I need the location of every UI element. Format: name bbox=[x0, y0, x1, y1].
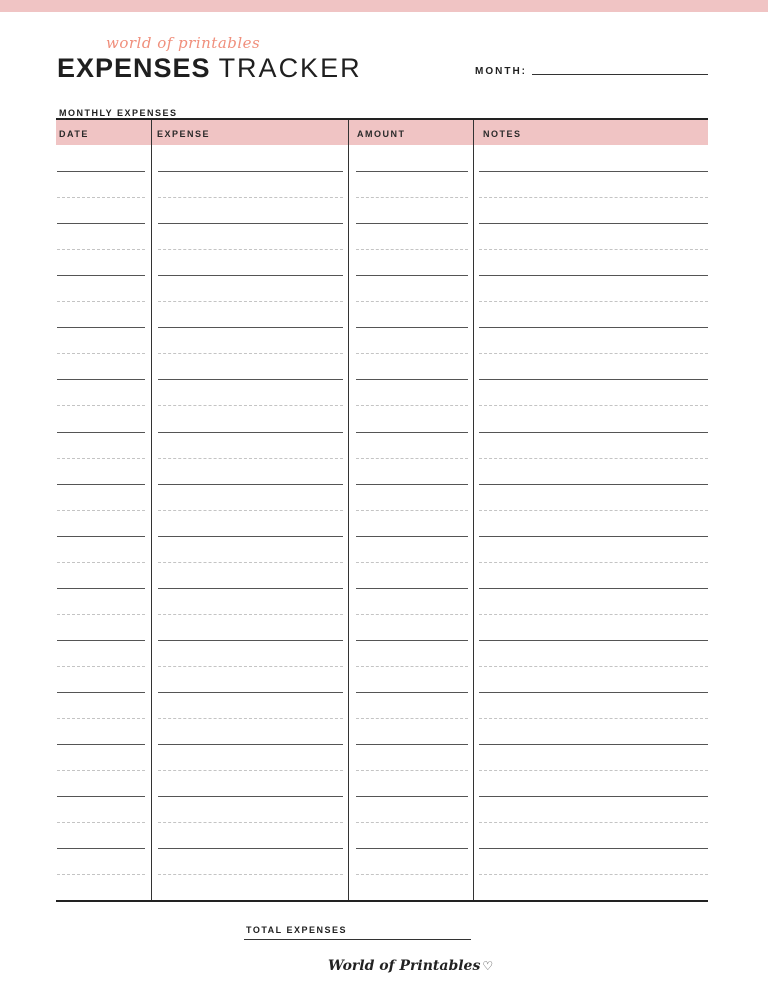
expense-cell-line[interactable] bbox=[158, 432, 343, 433]
total-expenses-field[interactable] bbox=[244, 939, 471, 940]
expense-cell-line[interactable] bbox=[158, 275, 343, 276]
expense-cell-line[interactable] bbox=[158, 353, 343, 354]
column-header-amount: AMOUNT bbox=[357, 129, 406, 139]
notes-cell-line[interactable] bbox=[479, 822, 708, 823]
expense-cell-line[interactable] bbox=[158, 249, 343, 250]
notes-cell-line[interactable] bbox=[479, 666, 708, 667]
date-cell-line[interactable] bbox=[57, 770, 145, 771]
notes-cell-line[interactable] bbox=[479, 770, 708, 771]
expense-cell-line[interactable] bbox=[158, 510, 343, 511]
amount-cell-line[interactable] bbox=[356, 692, 468, 693]
date-cell-line[interactable] bbox=[57, 510, 145, 511]
expense-cell-line[interactable] bbox=[158, 327, 343, 328]
expense-cell-line[interactable] bbox=[158, 614, 343, 615]
date-cell-line[interactable] bbox=[57, 327, 145, 328]
amount-cell-line[interactable] bbox=[356, 640, 468, 641]
expense-cell-line[interactable] bbox=[158, 484, 343, 485]
notes-cell-line[interactable] bbox=[479, 223, 708, 224]
notes-cell-line[interactable] bbox=[479, 874, 708, 875]
date-cell-line[interactable] bbox=[57, 197, 145, 198]
column-header-notes: NOTES bbox=[483, 129, 522, 139]
notes-cell-line[interactable] bbox=[479, 744, 708, 745]
date-cell-line[interactable] bbox=[57, 223, 145, 224]
notes-cell-line[interactable] bbox=[479, 588, 708, 589]
brand-script: world of printables bbox=[106, 34, 261, 52]
expense-cell-line[interactable] bbox=[158, 770, 343, 771]
amount-cell-line[interactable] bbox=[356, 379, 468, 380]
date-cell-line[interactable] bbox=[57, 405, 145, 406]
expense-cell-line[interactable] bbox=[158, 874, 343, 875]
date-cell-line[interactable] bbox=[57, 640, 145, 641]
date-cell-line[interactable] bbox=[57, 796, 145, 797]
expense-cell-line[interactable] bbox=[158, 822, 343, 823]
expense-cell-line[interactable] bbox=[158, 301, 343, 302]
amount-cell-line[interactable] bbox=[356, 327, 468, 328]
expense-cell-line[interactable] bbox=[158, 796, 343, 797]
date-cell-line[interactable] bbox=[57, 458, 145, 459]
notes-cell-line[interactable] bbox=[479, 405, 708, 406]
date-cell-line[interactable] bbox=[57, 744, 145, 745]
date-cell-line[interactable] bbox=[57, 484, 145, 485]
notes-cell-line[interactable] bbox=[479, 484, 708, 485]
notes-cell-line[interactable] bbox=[479, 327, 708, 328]
month-field[interactable] bbox=[532, 74, 708, 75]
date-cell-line[interactable] bbox=[57, 874, 145, 875]
amount-cell-line[interactable] bbox=[356, 536, 468, 537]
notes-cell-line[interactable] bbox=[479, 562, 708, 563]
date-cell-line[interactable] bbox=[57, 353, 145, 354]
expense-cell-line[interactable] bbox=[158, 588, 343, 589]
amount-cell-line[interactable] bbox=[356, 197, 468, 198]
expense-cell-line[interactable] bbox=[158, 718, 343, 719]
expense-cell-line[interactable] bbox=[158, 536, 343, 537]
notes-cell-line[interactable] bbox=[479, 536, 708, 537]
column-header-date: DATE bbox=[59, 129, 89, 139]
date-cell-line[interactable] bbox=[57, 249, 145, 250]
amount-cell-line[interactable] bbox=[356, 770, 468, 771]
expense-cell-line[interactable] bbox=[158, 171, 343, 172]
amount-cell-line[interactable] bbox=[356, 301, 468, 302]
amount-cell-line[interactable] bbox=[356, 588, 468, 589]
date-cell-line[interactable] bbox=[57, 718, 145, 719]
amount-cell-line[interactable] bbox=[356, 405, 468, 406]
date-cell-line[interactable] bbox=[57, 692, 145, 693]
footer-logo bbox=[328, 958, 493, 974]
amount-cell-line[interactable] bbox=[356, 249, 468, 250]
column-header-expense: EXPENSE bbox=[157, 129, 211, 139]
notes-cell-line[interactable] bbox=[479, 379, 708, 380]
notes-cell-line[interactable] bbox=[479, 275, 708, 276]
expense-cell-line[interactable] bbox=[158, 640, 343, 641]
date-cell-line[interactable] bbox=[57, 536, 145, 537]
column-divider bbox=[151, 120, 152, 900]
amount-cell-line[interactable] bbox=[356, 718, 468, 719]
title-light: TRACKER bbox=[218, 53, 362, 83]
expense-cell-line[interactable] bbox=[158, 692, 343, 693]
amount-cell-line[interactable] bbox=[356, 275, 468, 276]
month-label: MONTH: bbox=[475, 66, 527, 77]
amount-cell-line[interactable] bbox=[356, 796, 468, 797]
date-cell-line[interactable] bbox=[57, 171, 145, 172]
expense-cell-line[interactable] bbox=[158, 562, 343, 563]
date-cell-line[interactable] bbox=[57, 666, 145, 667]
expense-cell-line[interactable] bbox=[158, 379, 343, 380]
amount-cell-line[interactable] bbox=[356, 171, 468, 172]
amount-cell-line[interactable] bbox=[356, 562, 468, 563]
amount-cell-line[interactable] bbox=[356, 510, 468, 511]
expense-cell-line[interactable] bbox=[158, 405, 343, 406]
table-bottom-rule bbox=[56, 900, 708, 902]
date-cell-line[interactable] bbox=[57, 301, 145, 302]
date-cell-line[interactable] bbox=[57, 432, 145, 433]
amount-cell-line[interactable] bbox=[356, 614, 468, 615]
notes-cell-line[interactable] bbox=[479, 718, 708, 719]
date-cell-line[interactable] bbox=[57, 822, 145, 823]
amount-cell-line[interactable] bbox=[356, 458, 468, 459]
title-bold: EXPENSES bbox=[57, 53, 211, 83]
notes-cell-line[interactable] bbox=[479, 249, 708, 250]
notes-cell-line[interactable] bbox=[479, 197, 708, 198]
date-cell-line[interactable] bbox=[57, 588, 145, 589]
notes-cell-line[interactable] bbox=[479, 353, 708, 354]
heart-icon: ♡ bbox=[482, 959, 494, 973]
notes-cell-line[interactable] bbox=[479, 848, 708, 849]
expense-cell-line[interactable] bbox=[158, 197, 343, 198]
notes-cell-line[interactable] bbox=[479, 796, 708, 797]
date-cell-line[interactable] bbox=[57, 848, 145, 849]
amount-cell-line[interactable] bbox=[356, 874, 468, 875]
amount-cell-line[interactable] bbox=[356, 484, 468, 485]
page-title bbox=[57, 53, 362, 84]
expense-cell-line[interactable] bbox=[158, 666, 343, 667]
total-expenses-label: TOTAL EXPENSES bbox=[246, 925, 348, 935]
notes-cell-line[interactable] bbox=[479, 432, 708, 433]
column-divider bbox=[473, 120, 474, 900]
notes-cell-line[interactable] bbox=[479, 458, 708, 459]
amount-cell-line[interactable] bbox=[356, 432, 468, 433]
footer-logo-text: World of Printables bbox=[328, 958, 481, 974]
notes-cell-line[interactable] bbox=[479, 171, 708, 172]
amount-cell-line[interactable] bbox=[356, 848, 468, 849]
section-label: MONTHLY EXPENSES bbox=[59, 108, 178, 118]
notes-cell-line[interactable] bbox=[479, 301, 708, 302]
amount-cell-line[interactable] bbox=[356, 666, 468, 667]
expense-cell-line[interactable] bbox=[158, 223, 343, 224]
top-accent-bar bbox=[0, 0, 768, 12]
amount-cell-line[interactable] bbox=[356, 744, 468, 745]
column-divider bbox=[348, 120, 349, 900]
amount-cell-line[interactable] bbox=[356, 822, 468, 823]
expense-cell-line[interactable] bbox=[158, 848, 343, 849]
notes-cell-line[interactable] bbox=[479, 614, 708, 615]
date-cell-line[interactable] bbox=[57, 275, 145, 276]
notes-cell-line[interactable] bbox=[479, 640, 708, 641]
notes-cell-line[interactable] bbox=[479, 510, 708, 511]
amount-cell-line[interactable] bbox=[356, 353, 468, 354]
expense-cell-line[interactable] bbox=[158, 458, 343, 459]
date-cell-line[interactable] bbox=[57, 379, 145, 380]
notes-cell-line[interactable] bbox=[479, 692, 708, 693]
date-cell-line[interactable] bbox=[57, 614, 145, 615]
date-cell-line[interactable] bbox=[57, 562, 145, 563]
expense-cell-line[interactable] bbox=[158, 744, 343, 745]
amount-cell-line[interactable] bbox=[356, 223, 468, 224]
